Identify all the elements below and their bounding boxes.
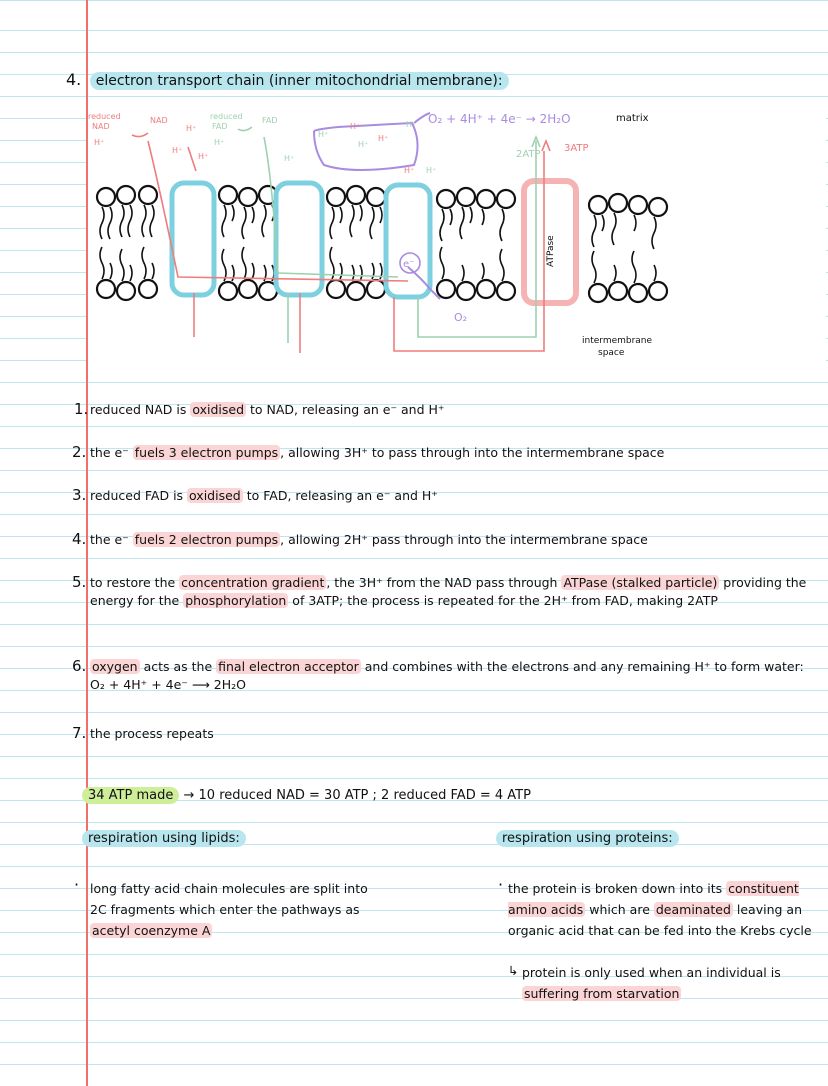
- text-run: protein is only used when an individual is: [522, 965, 781, 980]
- membrane-bottom-heads: [97, 280, 667, 302]
- highlighted-term: concentration gradient: [181, 575, 325, 590]
- text-run: reduced FAD is: [90, 488, 188, 503]
- text-run: the e⁻: [90, 532, 133, 547]
- electron-label: e⁻: [403, 259, 415, 270]
- matrix-label: matrix: [616, 113, 649, 124]
- nad-electron-path: [132, 133, 550, 353]
- oxygen-label: O₂: [454, 311, 468, 324]
- svg-text:H⁺: H⁺: [214, 138, 225, 147]
- reduced-fad-label: [210, 112, 243, 131]
- highlighted-term: ATPase (stalked particle): [563, 575, 718, 590]
- intermembrane-label: [582, 336, 653, 358]
- step-text: [90, 444, 810, 462]
- sub-arrow-icon: ↳: [508, 963, 519, 978]
- lipids-title: respiration using lipids:: [82, 830, 246, 847]
- step-text: [90, 487, 810, 505]
- svg-text:H⁺: H⁺: [350, 122, 361, 131]
- step-number: 3.: [72, 486, 87, 504]
- text-run: , allowing 2H⁺ pass through into the intermembrane space: [280, 532, 648, 547]
- highlighted-term: phosphorylation: [185, 593, 287, 608]
- lipids-heading: [82, 831, 246, 846]
- text-run: the e⁻: [90, 445, 133, 460]
- step-text: [90, 658, 816, 694]
- highlighted-term: fuels 2 electron pumps: [134, 532, 279, 547]
- step-number: 6.: [72, 657, 87, 675]
- membrane-tails: [100, 205, 656, 283]
- svg-text:H⁺: H⁺: [198, 152, 209, 161]
- lipids-text: [90, 878, 370, 941]
- step-number: 4.: [72, 530, 87, 548]
- highlighted-term: oxidised: [192, 402, 245, 417]
- svg-text:intermembrane: intermembrane: [582, 336, 653, 346]
- highlighted-term: final electron acceptor: [218, 659, 359, 674]
- highlighted-term: suffering from starvation: [524, 986, 680, 1001]
- nad-label: NAD: [150, 116, 168, 125]
- svg-text:H⁺: H⁺: [426, 166, 437, 175]
- step-number: 5.: [72, 573, 87, 591]
- svg-text:H⁺: H⁺: [318, 130, 329, 139]
- text-run: long fatty acid chain molecules are split into 2C fragments which enter the pathways as: [90, 881, 368, 917]
- text-run: to restore the: [90, 575, 180, 590]
- highlighted-term: acetyl coenzyme A: [92, 923, 211, 938]
- highlighted-term: deaminated: [655, 902, 731, 917]
- atp2-label: 2ATP: [516, 149, 541, 160]
- step-text: [90, 531, 810, 549]
- text-run: to FAD, releasing an e⁻ and H⁺: [242, 488, 438, 503]
- svg-text:NAD: NAD: [92, 122, 110, 131]
- text-run: the process repeats: [90, 726, 214, 741]
- proteins-title: respiration using proteins:: [496, 830, 679, 847]
- proteins-subtext: [522, 962, 812, 1004]
- section-number: 4.: [66, 70, 82, 89]
- text-run: and combines with the electrons and any remaining H⁺ to form water: O₂ + 4H⁺ + 4e⁻ ⟶ 2H₂O: [90, 659, 804, 692]
- step-number: 1.: [74, 400, 89, 418]
- svg-text:reduced: reduced: [88, 112, 121, 121]
- etc-diagram-svg: [88, 107, 826, 369]
- svg-text:reduced: reduced: [210, 112, 243, 121]
- lipids-bullet: ·: [74, 875, 80, 894]
- water-equation: O₂ + 4H⁺ + 4e⁻ → 2H₂O: [428, 112, 571, 126]
- highlighted-term: fuels 3 electron pumps: [134, 445, 279, 460]
- step-number: 7.: [72, 724, 87, 742]
- proteins-bullet: ·: [498, 875, 504, 894]
- etc-diagram: [88, 107, 826, 369]
- svg-text:H⁺: H⁺: [284, 154, 295, 163]
- highlighted-term: oxygen: [92, 659, 138, 674]
- atp-breakdown: → 10 reduced NAD = 30 ATP ; 2 reduced FAD = 4 ATP: [179, 788, 531, 803]
- atp-total: 34 ATP made: [82, 787, 179, 804]
- section-heading: [66, 70, 509, 89]
- svg-text:FAD: FAD: [212, 122, 228, 131]
- fad-label: FAD: [262, 116, 278, 125]
- svg-text:H⁺: H⁺: [404, 166, 415, 175]
- svg-text:H⁺: H⁺: [378, 134, 389, 143]
- text-run: providing the energy for the: [90, 575, 807, 608]
- svg-text:H⁺: H⁺: [94, 138, 105, 147]
- atpase-label: ATPase: [546, 235, 556, 267]
- text-run: , the 3H⁺ from the NAD pass through: [326, 575, 562, 590]
- atp-summary: [82, 788, 531, 803]
- step-text: [90, 725, 810, 743]
- section-title: electron transport chain (inner mitochondrial membrane):: [90, 72, 509, 90]
- reduced-nad-label: [88, 112, 121, 131]
- highlighted-term: constituent amino acids: [508, 881, 799, 917]
- step-text: [90, 401, 810, 419]
- svg-text:H⁺: H⁺: [358, 140, 369, 149]
- text-run: acts as the: [139, 659, 217, 674]
- text-run: of 3ATP; the process is repeated for the 2H⁺ from FAD, making 2ATP: [288, 593, 718, 608]
- text-run: which are: [585, 902, 654, 917]
- svg-text:space: space: [598, 348, 625, 358]
- text-run: reduced NAD is: [90, 402, 191, 417]
- highlighted-term: oxidised: [189, 488, 241, 503]
- step-number: 2.: [72, 443, 87, 461]
- proteins-text: [508, 878, 812, 941]
- step-text: [90, 574, 816, 610]
- atp3-label: 3ATP: [564, 143, 589, 154]
- svg-text:H⁺: H⁺: [406, 120, 417, 129]
- text-run: leaving an organic acid that can be fed into the Krebs cycle: [508, 902, 812, 938]
- text-run: the protein is broken down into its: [508, 881, 727, 896]
- svg-text:H⁺: H⁺: [172, 146, 183, 155]
- text-run: , allowing 3H⁺ to pass through into the intermembrane space: [280, 445, 665, 460]
- proteins-heading: [496, 831, 679, 846]
- svg-text:H⁺: H⁺: [186, 124, 197, 133]
- text-run: to NAD, releasing an e⁻ and H⁺: [246, 402, 445, 417]
